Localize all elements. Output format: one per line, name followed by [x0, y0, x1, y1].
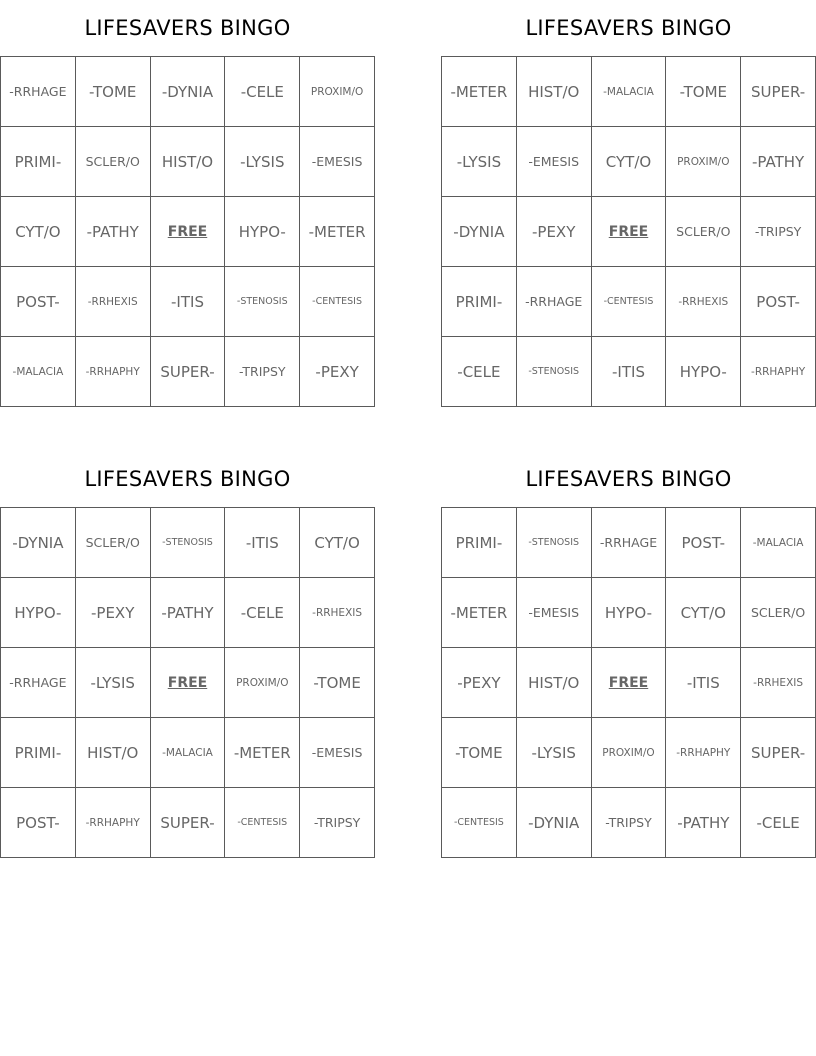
bingo-cell: -CELE	[442, 337, 517, 407]
bingo-cell: PROXIM/O	[300, 57, 375, 127]
bingo-card-1	[0, 0, 375, 407]
bingo-cell: -PEXY	[516, 197, 591, 267]
bingo-cell: -METER	[442, 57, 517, 127]
bingo-cell: -PEXY	[75, 578, 150, 648]
bingo-cell: SCLER/O	[75, 127, 150, 197]
bingo-cell: -LYSIS	[516, 718, 591, 788]
bingo-cell: -RRHEXIS	[75, 267, 150, 337]
bingo-cell: -EMESIS	[300, 127, 375, 197]
bingo-cell: -RRHEXIS	[666, 267, 741, 337]
bingo-cell: POST-	[666, 508, 741, 578]
bingo-cell: POST-	[1, 267, 76, 337]
bingo-cell: -MALACIA	[1, 337, 76, 407]
free-space: FREE	[150, 197, 225, 267]
bingo-row	[1, 337, 375, 407]
bingo-cell: SCLER/O	[75, 508, 150, 578]
bingo-cell: CYT/O	[300, 508, 375, 578]
card-title: LIFESAVERS BINGO	[525, 16, 732, 40]
bingo-cell: -DYNIA	[442, 197, 517, 267]
free-space: FREE	[591, 197, 666, 267]
bingo-row	[442, 57, 816, 127]
bingo-cell: PROXIM/O	[666, 127, 741, 197]
bingo-cell: HYPO-	[666, 337, 741, 407]
bingo-cell: -RRHAPHY	[75, 788, 150, 858]
bingo-cell: -RRHAGE	[591, 508, 666, 578]
bingo-row	[1, 57, 375, 127]
bingo-cell: -PATHY	[666, 788, 741, 858]
bingo-cell: PROXIM/O	[591, 718, 666, 788]
bingo-card-4	[441, 451, 816, 858]
bingo-cell: -PATHY	[75, 197, 150, 267]
bingo-grid	[0, 507, 375, 858]
bingo-cell: -CENTESIS	[591, 267, 666, 337]
bingo-cell: -TRIPSY	[591, 788, 666, 858]
bingo-row	[1, 648, 375, 718]
bingo-cell: -EMESIS	[300, 718, 375, 788]
bingo-grid	[441, 56, 816, 407]
bingo-cell: -CELE	[225, 578, 300, 648]
bingo-cell: -STENOSIS	[150, 508, 225, 578]
bingo-cell: SUPER-	[741, 718, 816, 788]
bingo-cell: CYT/O	[1, 197, 76, 267]
bingo-cell: -LYSIS	[225, 127, 300, 197]
bingo-row	[442, 648, 816, 718]
bingo-cell: -LYSIS	[75, 648, 150, 718]
bingo-cell: -EMESIS	[516, 578, 591, 648]
bingo-cell: -METER	[300, 197, 375, 267]
bingo-cell: -DYNIA	[1, 508, 76, 578]
bingo-row	[442, 788, 816, 858]
bingo-cell: -TRIPSY	[300, 788, 375, 858]
bingo-cell: POST-	[1, 788, 76, 858]
bingo-cell: CYT/O	[666, 578, 741, 648]
bingo-cell: HYPO-	[1, 578, 76, 648]
bingo-cell: HIST/O	[150, 127, 225, 197]
bingo-row	[1, 718, 375, 788]
bingo-cell: -TOME	[442, 718, 517, 788]
card-title: LIFESAVERS BINGO	[84, 16, 291, 40]
bingo-cell: HIST/O	[516, 648, 591, 718]
bingo-cell: -TRIPSY	[741, 197, 816, 267]
bingo-cell: -MALACIA	[591, 57, 666, 127]
bingo-card-2	[441, 0, 816, 407]
bingo-cell: -RRHAPHY	[666, 718, 741, 788]
bingo-cell: -DYNIA	[150, 57, 225, 127]
bingo-cell: -RRHAGE	[1, 57, 76, 127]
bingo-cell: -LYSIS	[442, 127, 517, 197]
bingo-cell: -TOME	[300, 648, 375, 718]
free-space: FREE	[591, 648, 666, 718]
bingo-cell: PRIMI-	[1, 127, 76, 197]
bingo-row	[442, 127, 816, 197]
bingo-row	[1, 267, 375, 337]
bingo-cell: -RRHAGE	[1, 648, 76, 718]
bingo-cell: -PEXY	[300, 337, 375, 407]
bingo-cell: -RRHEXIS	[741, 648, 816, 718]
bingo-card-3	[0, 451, 375, 858]
bingo-cell: -CENTESIS	[225, 788, 300, 858]
bingo-cell: -DYNIA	[516, 788, 591, 858]
bingo-cell: HYPO-	[591, 578, 666, 648]
bingo-cell: -STENOSIS	[516, 508, 591, 578]
bingo-row	[442, 267, 816, 337]
bingo-cell: -PATHY	[150, 578, 225, 648]
bingo-row	[1, 508, 375, 578]
bingo-cell: PRIMI-	[442, 508, 517, 578]
bingo-cell: -METER	[225, 718, 300, 788]
bingo-cell: -MALACIA	[741, 508, 816, 578]
bingo-cell: SUPER-	[741, 57, 816, 127]
bingo-cell: HYPO-	[225, 197, 300, 267]
bingo-cell: -TOME	[75, 57, 150, 127]
card-title: LIFESAVERS BINGO	[84, 467, 291, 491]
bingo-cell: SCLER/O	[666, 197, 741, 267]
bingo-row	[442, 508, 816, 578]
bingo-cell: -STENOSIS	[225, 267, 300, 337]
bingo-cell: SCLER/O	[741, 578, 816, 648]
bingo-cell: PROXIM/O	[225, 648, 300, 718]
bingo-cell: SUPER-	[150, 337, 225, 407]
bingo-row	[1, 127, 375, 197]
bingo-grid	[0, 56, 375, 407]
bingo-cell: CYT/O	[591, 127, 666, 197]
bingo-cell: -TOME	[666, 57, 741, 127]
bingo-cell: -ITIS	[150, 267, 225, 337]
bingo-cell: -RRHAPHY	[741, 337, 816, 407]
bingo-cell: -RRHEXIS	[300, 578, 375, 648]
bingo-cell: -PEXY	[442, 648, 517, 718]
bingo-cell: -METER	[442, 578, 517, 648]
bingo-cell: -RRHAGE	[516, 267, 591, 337]
bingo-cell: -ITIS	[225, 508, 300, 578]
bingo-row	[1, 788, 375, 858]
bingo-cell: -CELE	[741, 788, 816, 858]
bingo-row	[442, 718, 816, 788]
bingo-row	[442, 337, 816, 407]
bingo-cell: POST-	[741, 267, 816, 337]
bingo-cell: -ITIS	[591, 337, 666, 407]
bingo-cell: -RRHAPHY	[75, 337, 150, 407]
bingo-row	[442, 197, 816, 267]
bingo-cell: SUPER-	[150, 788, 225, 858]
bingo-cell: HIST/O	[75, 718, 150, 788]
bingo-row	[1, 197, 375, 267]
card-title: LIFESAVERS BINGO	[525, 467, 732, 491]
bingo-cell: -CENTESIS	[300, 267, 375, 337]
free-space: FREE	[150, 648, 225, 718]
bingo-cell: HIST/O	[516, 57, 591, 127]
bingo-row	[442, 578, 816, 648]
bingo-cell: -PATHY	[741, 127, 816, 197]
bingo-row	[1, 578, 375, 648]
bingo-cell: PRIMI-	[442, 267, 517, 337]
bingo-cell: -MALACIA	[150, 718, 225, 788]
bingo-cell: -STENOSIS	[516, 337, 591, 407]
bingo-cell: PRIMI-	[1, 718, 76, 788]
bingo-grid	[441, 507, 816, 858]
bingo-cell: -ITIS	[666, 648, 741, 718]
bingo-cell: -TRIPSY	[225, 337, 300, 407]
bingo-cell: -CELE	[225, 57, 300, 127]
bingo-cell: -EMESIS	[516, 127, 591, 197]
bingo-cell: -CENTESIS	[442, 788, 517, 858]
